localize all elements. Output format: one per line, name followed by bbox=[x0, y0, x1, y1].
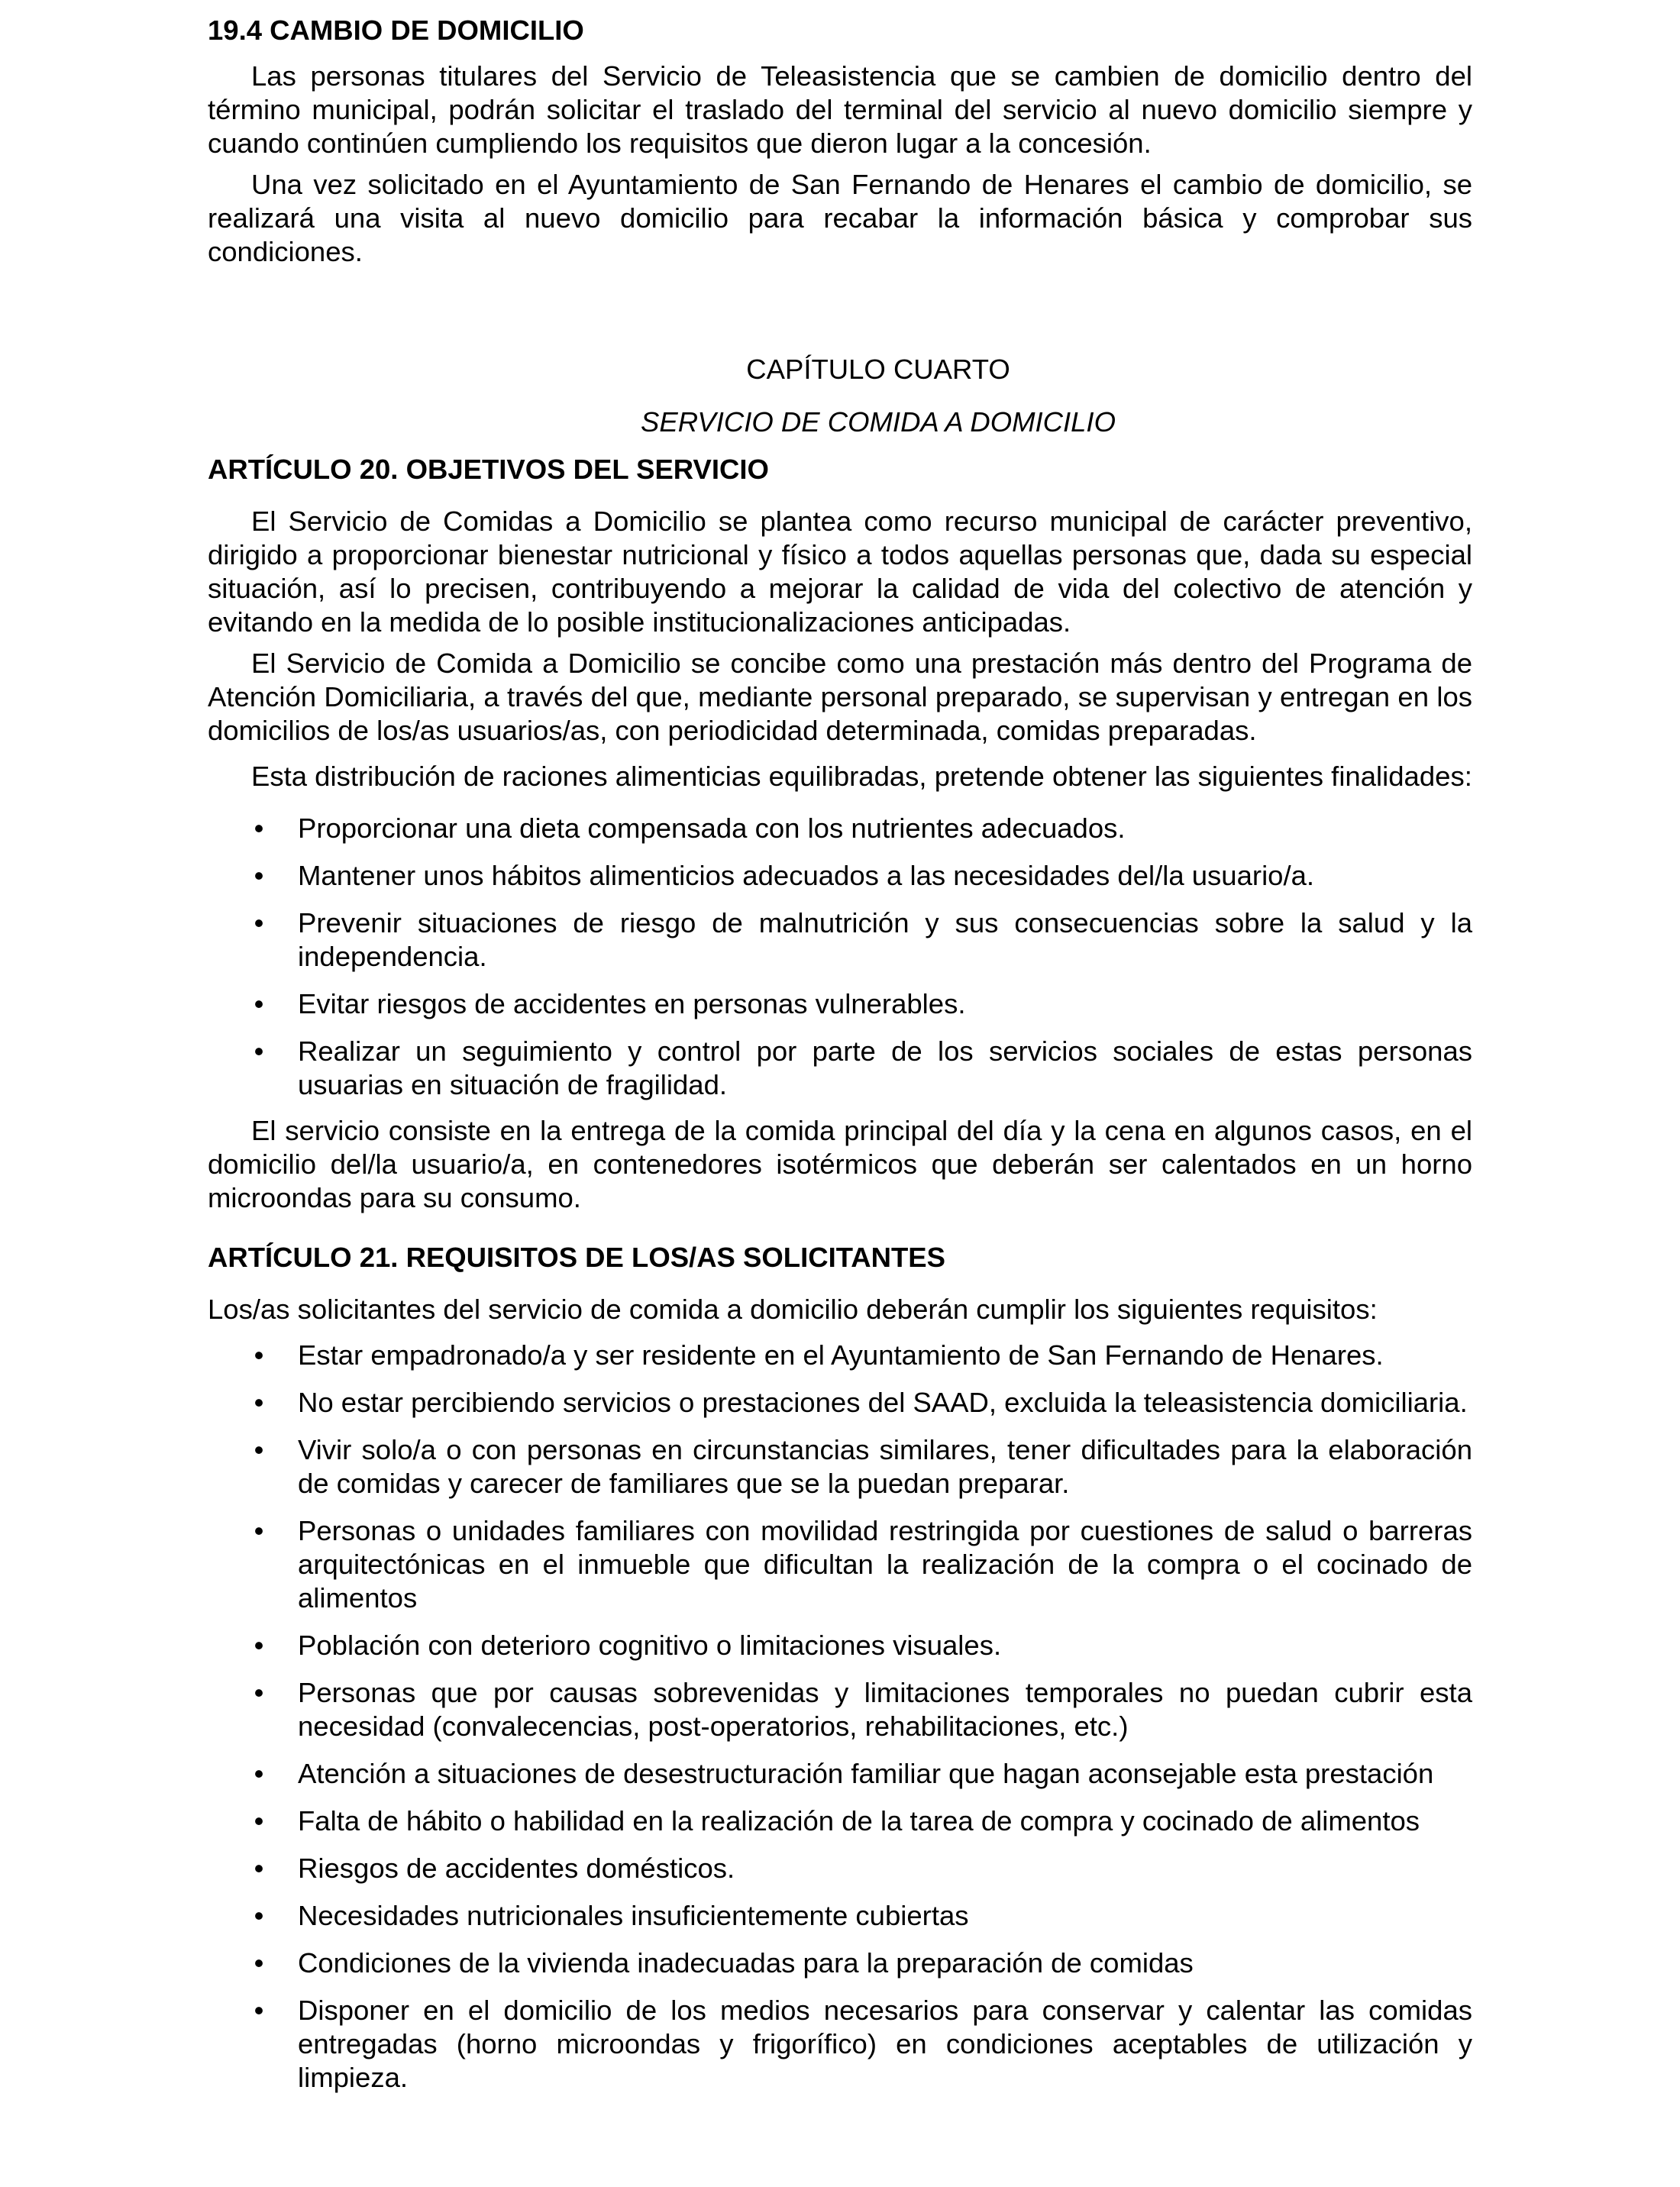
list-item: • Condiciones de la vivienda inadecuadas para la preparación de comidas bbox=[208, 1946, 1472, 1980]
list-item: • Población con deterioro cognitivo o limitaciones visuales. bbox=[208, 1629, 1472, 1662]
bullet-icon: • bbox=[254, 1339, 264, 1371]
bullet-icon: • bbox=[254, 1677, 264, 1708]
list-item: • Riesgos de accidentes domésticos. bbox=[208, 1852, 1472, 1885]
bullet-icon: • bbox=[254, 1387, 264, 1418]
list-item: • Disponer en el domicilio de los medios necesarios para conservar y calentar las comidas entregadas (horno microondas y frigorífico) en condiciones aceptables de utilización y limpieza. bbox=[208, 1994, 1472, 2095]
bullet-icon: • bbox=[254, 907, 264, 938]
objectives-list bbox=[208, 812, 1472, 1102]
bullet-icon: • bbox=[254, 860, 264, 891]
paragraph: Una vez solicitado en el Ayuntamiento de San Fernando de Henares el cambio de domicilio, se realizará una visita al nuevo domicilio para recabar la información básica y comprobar sus condiciones. bbox=[208, 169, 1472, 267]
paragraph: Las personas titulares del Servicio de Teleasistencia que se cambien de domicilio dentro del término municipal, podrán solicitar el traslado del terminal del servicio al nuevo domicilio siempre y cuando continúen cumpliendo los requisitos que dieron lugar a la concesión. bbox=[208, 60, 1472, 159]
document-page bbox=[208, 14, 1472, 2095]
chapter-subtitle: SERVICIO DE COMIDA A DOMICILIO bbox=[641, 406, 1116, 438]
paragraph: El Servicio de Comidas a Domicilio se plantea como recurso municipal de carácter preventivo, dirigido a proporcionar bienestar nutricional y físico a todos aquellas personas que, dada su especial situación, así lo precisen, contribuyendo a mejorar la calidad de vida del colectivo de atención y evitando en la medida de lo posible institucionalizaciones anticipadas. bbox=[208, 506, 1472, 638]
list-item: • Evitar riesgos de accidentes en personas vulnerables. bbox=[208, 987, 1472, 1021]
list-item: • Atención a situaciones de desestructuración familiar que hagan aconsejable esta prestación bbox=[208, 1757, 1472, 1791]
list-item: • Necesidades nutricionales insuficientemente cubiertas bbox=[208, 1899, 1472, 1933]
bullet-icon: • bbox=[254, 812, 264, 844]
list-item: • Prevenir situaciones de riesgo de malnutrición y sus consecuencias sobre la salud y la independencia. bbox=[208, 906, 1472, 974]
bullet-icon: • bbox=[254, 1035, 264, 1067]
requirements-list bbox=[208, 1339, 1472, 2095]
article-heading-21: ARTÍCULO 21. REQUISITOS DE LOS/AS SOLICITANTES bbox=[208, 1242, 946, 1273]
bullet-icon: • bbox=[254, 1515, 264, 1546]
bullet-icon: • bbox=[254, 1947, 264, 1979]
list-item: • Proporcionar una dieta compensada con los nutrientes adecuados. bbox=[208, 812, 1472, 845]
bullet-icon: • bbox=[254, 1758, 264, 1789]
chapter-title: CAPÍTULO CUARTO bbox=[746, 354, 1010, 385]
bullet-icon: • bbox=[254, 988, 264, 1019]
bullet-icon: • bbox=[254, 1434, 264, 1465]
list-item: • Personas que por causas sobrevenidas y limitaciones temporales no puedan cubrir esta necesidad (convalecencias, post-operatorios, rehabilitaciones, etc.) bbox=[208, 1676, 1472, 1743]
list-item: • No estar percibiendo servicios o prestaciones del SAAD, excluida la teleasistencia domiciliaria. bbox=[208, 1386, 1472, 1420]
list-item: • Estar empadronado/a y ser residente en el Ayuntamiento de San Fernando de Henares. bbox=[208, 1339, 1472, 1372]
list-item: • Vivir solo/a o con personas en circunstancias similares, tener dificultades para la elaboración de comidas y carecer de familiares que se la puedan preparar. bbox=[208, 1433, 1472, 1501]
paragraph: Los/as solicitantes del servicio de comida a domicilio deberán cumplir los siguientes requisitos: bbox=[208, 1294, 1378, 1325]
list-item: • Personas o unidades familiares con movilidad restringida por cuestiones de salud o barreras arquitectónicas en el inmueble que dificultan la realización de la compra o el cocinado de alimentos bbox=[208, 1514, 1472, 1615]
paragraph: El servicio consiste en la entrega de la comida principal del día y la cena en algunos casos, en el domicilio del/la usuario/a, en contenedores isotérmicos que deberán ser calentados en un horno microondas para su consumo. bbox=[208, 1115, 1472, 1213]
bullet-icon: • bbox=[254, 1900, 264, 1931]
list-item: • Falta de hábito o habilidad en la realización de la tarea de compra y cocinado de alimentos bbox=[208, 1804, 1472, 1838]
bullet-icon: • bbox=[254, 1995, 264, 2026]
paragraph: El Servicio de Comida a Domicilio se concibe como una prestación más dentro del Programa de Atención Domiciliaria, a través del que, mediante personal preparado, se supervisan y entregan en los domicilios de los/as usuarios/as, con periodicidad determinada, comidas preparadas. bbox=[208, 648, 1472, 746]
section-heading-19-4: 19.4 CAMBIO DE DOMICILIO bbox=[208, 15, 584, 46]
bullet-icon: • bbox=[254, 1853, 264, 1884]
paragraph: Esta distribución de raciones alimenticias equilibradas, pretende obtener las siguientes finalidades: bbox=[251, 761, 1472, 792]
bullet-icon: • bbox=[254, 1630, 264, 1661]
article-heading-20: ARTÍCULO 20. OBJETIVOS DEL SERVICIO bbox=[208, 454, 769, 485]
list-item: • Realizar un seguimiento y control por parte de los servicios sociales de estas personas usuarias en situación de fragilidad. bbox=[208, 1035, 1472, 1102]
bullet-icon: • bbox=[254, 1805, 264, 1836]
list-item: • Mantener unos hábitos alimenticios adecuados a las necesidades del/la usuario/a. bbox=[208, 859, 1472, 893]
